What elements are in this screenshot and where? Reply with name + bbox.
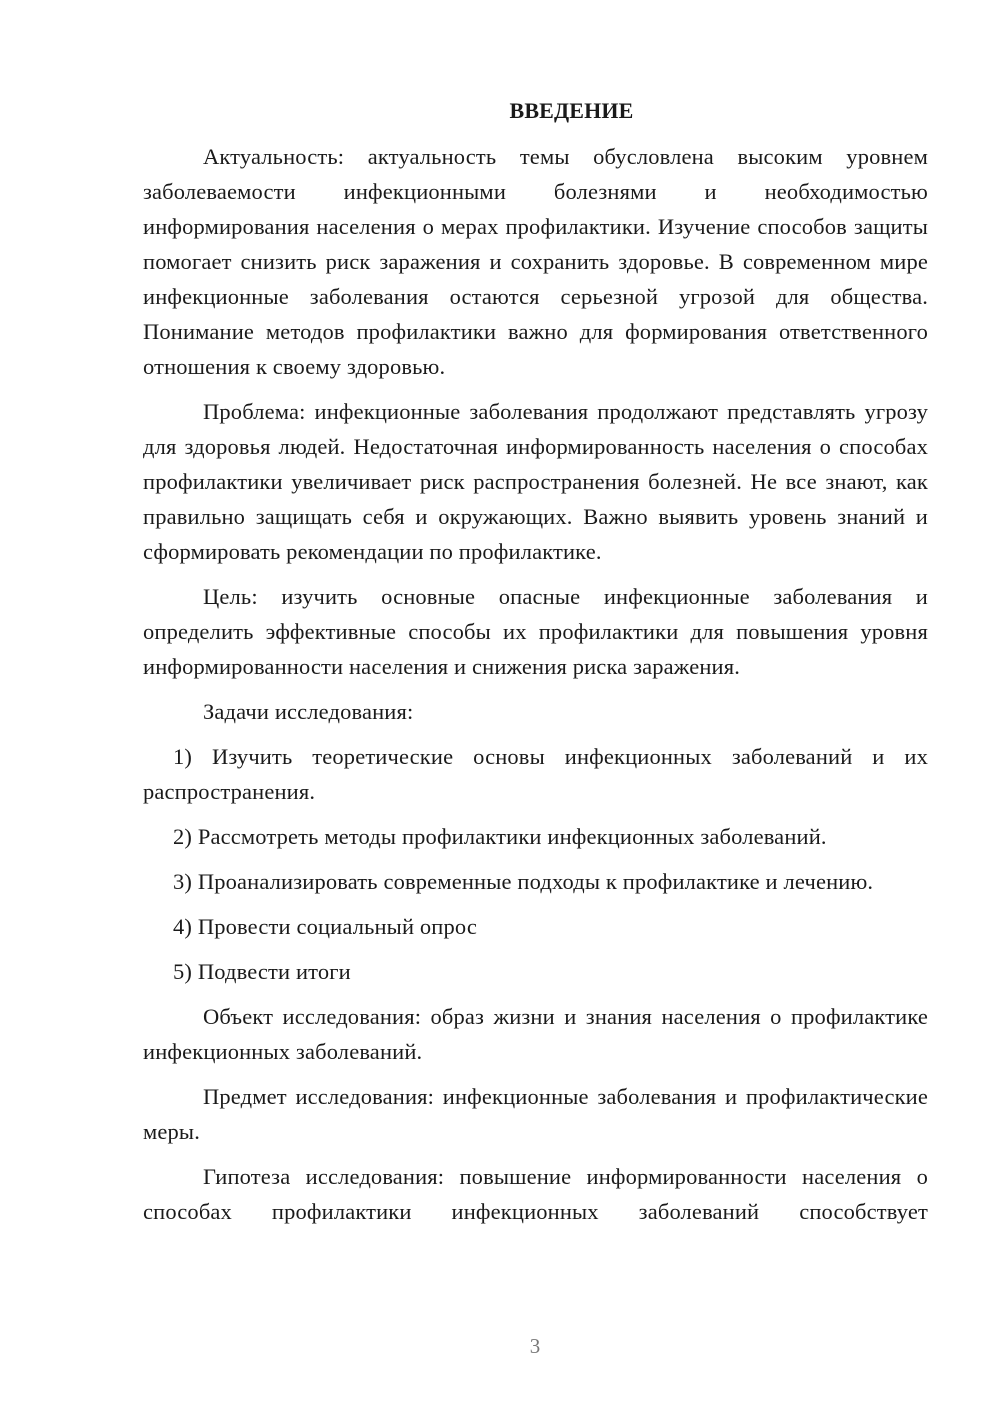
relevance-paragraph: Актуальность: актуальность темы обусловлена высоким уровнем заболеваемости инфекционными болезнями и необходимостью информирования населения о мерах профилактики. Изучение способов защиты помогает снизить риск заражения и сохранить здоровье. В современном мире инфекционные заболевания остаются серьезной угрозой для общества. Понимание методов профилактики важно для формирования ответственного отношения к своему здоровью. (143, 144, 928, 379)
page-number: 3 (529, 1334, 541, 1358)
task-item: 1) Изучить теоретические основы инфекционных заболеваний и их распространения. (143, 744, 928, 804)
problem-paragraph: Проблема: инфекционные заболевания продолжают представлять угрозу для здоровья людей. Недостаточная информированность населения о способах профилактики увеличивает риск распространения болезней. Не все знают, как правильно защищать себя и окружающих. Важно выявить уровень знаний и сформировать рекомендации по профилактике. (143, 399, 928, 564)
subject-paragraph: Предмет исследования: инфекционные заболевания и профилактические меры. (143, 1084, 928, 1144)
task-item: 3) Проанализировать современные подходы к профилактике и лечению. (173, 869, 874, 894)
section-heading: ВВЕДЕНИЕ (509, 98, 634, 123)
task-item: 5) Подвести итоги (173, 959, 351, 984)
page-content (143, 96, 928, 1239)
task-item: 2) Рассмотреть методы профилактики инфекционных заболеваний. (173, 824, 827, 849)
object-paragraph: Объект исследования: образ жизни и знания населения о профилактике инфекционных заболеваний. (143, 1004, 928, 1064)
task-item: 4) Провести социальный опрос (173, 914, 477, 939)
goal-paragraph: Цель: изучить основные опасные инфекционные заболевания и определить эффективные способы их профилактики для повышения уровня информированности населения и снижения риска заражения. (143, 584, 928, 679)
hypothesis-paragraph: Гипотеза исследования: повышение информированности населения о способах профилактики инфекционных заболеваний способствует (143, 1164, 928, 1224)
tasks-title: Задачи исследования: (203, 699, 414, 724)
